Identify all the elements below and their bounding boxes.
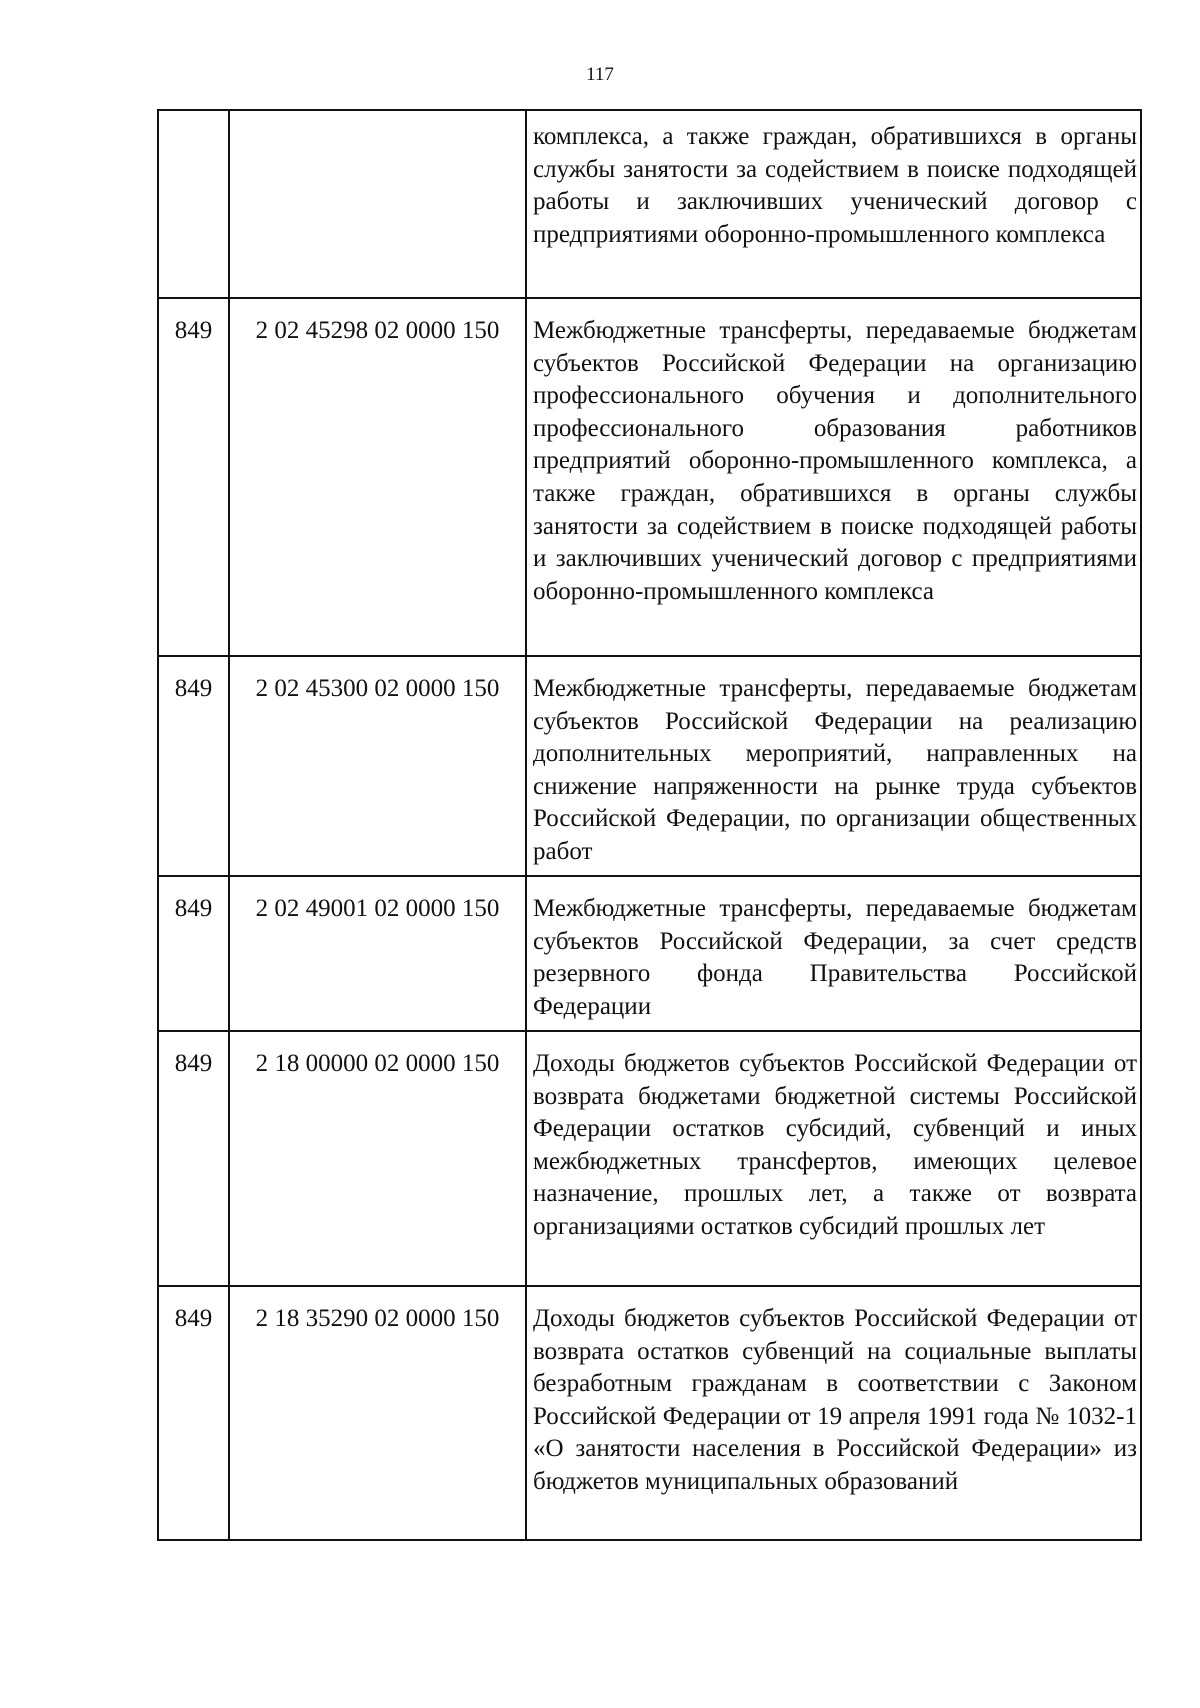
budget-code-cell: 2 18 00000 02 0000 150 bbox=[229, 1031, 526, 1286]
revenue-name-cell: Межбюджетные трансферты, передаваемые бюджетам субъектов Российской Федерации, за счет средств резервного фонда Правительства Российской Федерации bbox=[526, 876, 1141, 1031]
table-row bbox=[158, 110, 1141, 298]
page-number: 117 bbox=[586, 64, 614, 85]
budget-code-cell bbox=[229, 110, 526, 298]
budget-code-cell: 2 18 35290 02 0000 150 bbox=[229, 1286, 526, 1540]
table-row bbox=[158, 1286, 1141, 1540]
admin-code-cell: 849 bbox=[158, 1031, 229, 1286]
budget-code-cell: 2 02 45298 02 0000 150 bbox=[229, 298, 526, 656]
budget-code-cell: 2 02 49001 02 0000 150 bbox=[229, 876, 526, 1031]
table-row bbox=[158, 876, 1141, 1031]
revenue-name-cell: комплекса, а также граждан, обратившихся в органы службы занятости за содействием в поиске подходящей работы и заключивших ученический договор с предприятиями оборонно-промышленного комплекса bbox=[526, 110, 1141, 298]
revenue-name-cell: Межбюджетные трансферты, передаваемые бюджетам субъектов Российской Федерации на реализацию дополнительных мероприятий, направленных на снижение напряженности на рынке труда субъектов Российской Федерации, по организации общественных работ bbox=[526, 656, 1141, 876]
table-row bbox=[158, 298, 1141, 656]
budget-code-cell: 2 02 45300 02 0000 150 bbox=[229, 656, 526, 876]
revenue-code-table bbox=[157, 109, 1142, 1541]
table-row bbox=[158, 656, 1141, 876]
admin-code-cell bbox=[158, 110, 229, 298]
admin-code-cell: 849 bbox=[158, 876, 229, 1031]
revenue-name-cell: Доходы бюджетов субъектов Российской Федерации от возврата бюджетами бюджетной системы Российской Федерации остатков субсидий, субвенций и иных межбюджетных трансфертов, имеющих целевое назначение, прошлых лет, а также от возврата организациями остатков субсидий прошлых лет bbox=[526, 1031, 1141, 1286]
table-row bbox=[158, 1031, 1141, 1286]
revenue-name-cell: Межбюджетные трансферты, передаваемые бюджетам субъектов Российской Федерации на организацию профессионального обучения и дополнительного профессионального образования работников предприятий оборонно-промышленного комплекса, а также граждан, обратившихся в органы службы занятости за содействием в поиске подходящей работы и заключивших ученический договор с предприятиями оборонно-промышленного комплекса bbox=[526, 298, 1141, 656]
revenue-name-cell: Доходы бюджетов субъектов Российской Федерации от возврата остатков субвенций на социальные выплаты безработным гражданам в соответствии с Законом Российской Федерации от 19 апреля 1991 года № 1032-1 «О занятости населения в Российской Федерации» из бюджетов муниципальных образований bbox=[526, 1286, 1141, 1540]
admin-code-cell: 849 bbox=[158, 1286, 229, 1540]
admin-code-cell: 849 bbox=[158, 656, 229, 876]
admin-code-cell: 849 bbox=[158, 298, 229, 656]
